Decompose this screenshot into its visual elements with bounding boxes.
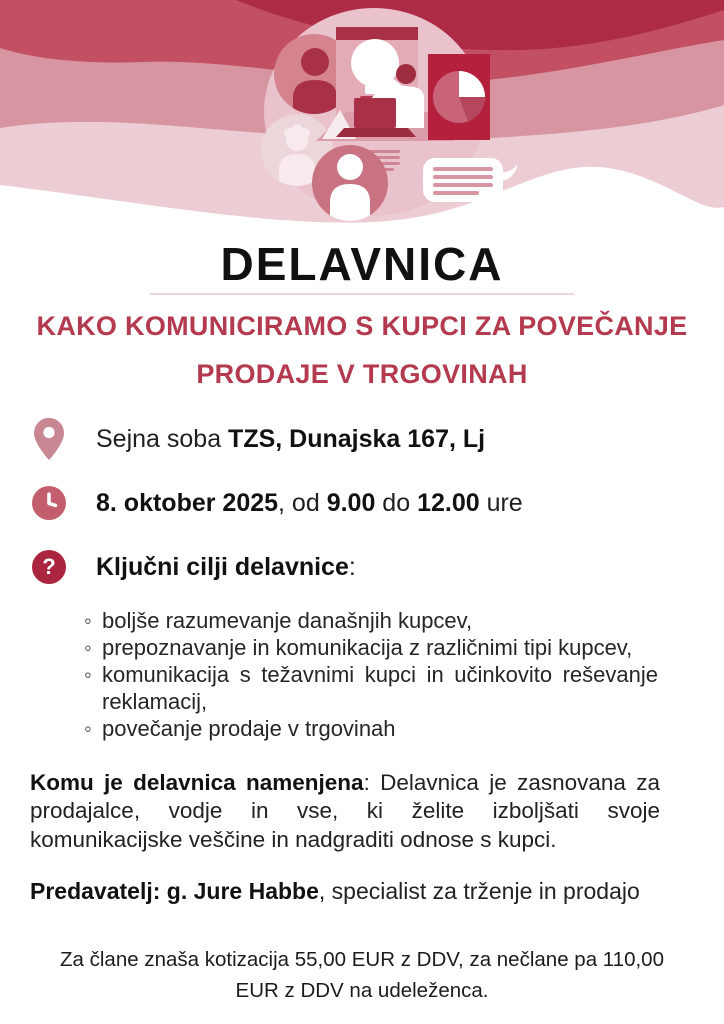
question-icon [32,547,66,587]
list-item: ◦ komunikacija s težavnimi kupci in učinkovito reševanje reklamacij, [84,662,658,716]
schedule-date: 8. oktober 2025 [96,488,279,517]
laptop-base [336,128,416,137]
fee-note: Za člane znaša kotizacija 55,00 EUR z DDV, za nečlane pa 110,00 EUR z DDV na udeleženca. [60,948,664,1002]
header-illustration [0,0,724,230]
list-item: ◦ prepoznavanje in komunikacija z različnimi tipi kupcev, [84,635,658,662]
page-title: DELAVNICA [220,238,504,290]
goals-heading-text: Ključni cilji delavnice [96,552,349,581]
goals-heading-colon: : [348,552,356,581]
audience-label: Komu je delavnica namenjena [30,769,364,795]
schedule-sep2: do [375,488,418,517]
audience-paragraph [30,769,660,855]
workshop-subtitle: KAKO KOMUNICIRAMO S KUPCI ZA POVEČANJE PRODAJE V TRGOVINAH [36,311,688,390]
schedule-text [96,489,523,518]
location-pin-icon [32,418,66,460]
title-divider [150,293,574,295]
laptop-screen [354,98,396,128]
lecturer-line [30,878,694,905]
goals-heading [96,553,356,582]
location-row [32,416,724,462]
location-text [96,425,485,454]
location-prefix: Sejna soba [96,424,229,453]
header-banner [0,0,724,230]
list-item: ◦ povečanje prodaje v trgovinah [84,716,658,743]
schedule-sep1: , od [278,488,327,517]
lecturer-name: Predavatelj: g. Jure Habbe [30,878,319,905]
clock-icon [32,482,66,524]
schedule-start-time: 9.00 [326,488,376,517]
person-head [396,64,416,84]
list-item: ◦ boljše razumevanje današnjih kupcev, [84,608,658,635]
lecturer-role: , specialist za trženje in prodajo [318,878,640,905]
schedule-row [32,480,724,526]
goals-list [84,608,658,742]
pie-chart-card [428,54,490,140]
info-section [0,416,724,590]
svg-text:?: ? [42,554,56,580]
audience-text: : Delavnica je zasnovana za prodajalce, vodje in vse, ki želite izboljšati svoje komunikacijske veščine in nadgraditi odnose s kupci. [30,769,660,852]
schedule-suffix: ure [479,488,523,517]
location-address: TZS, Dunajska 167, Lj [228,424,486,453]
goals-heading-row [32,544,724,590]
schedule-end-time: 12.00 [417,488,480,517]
